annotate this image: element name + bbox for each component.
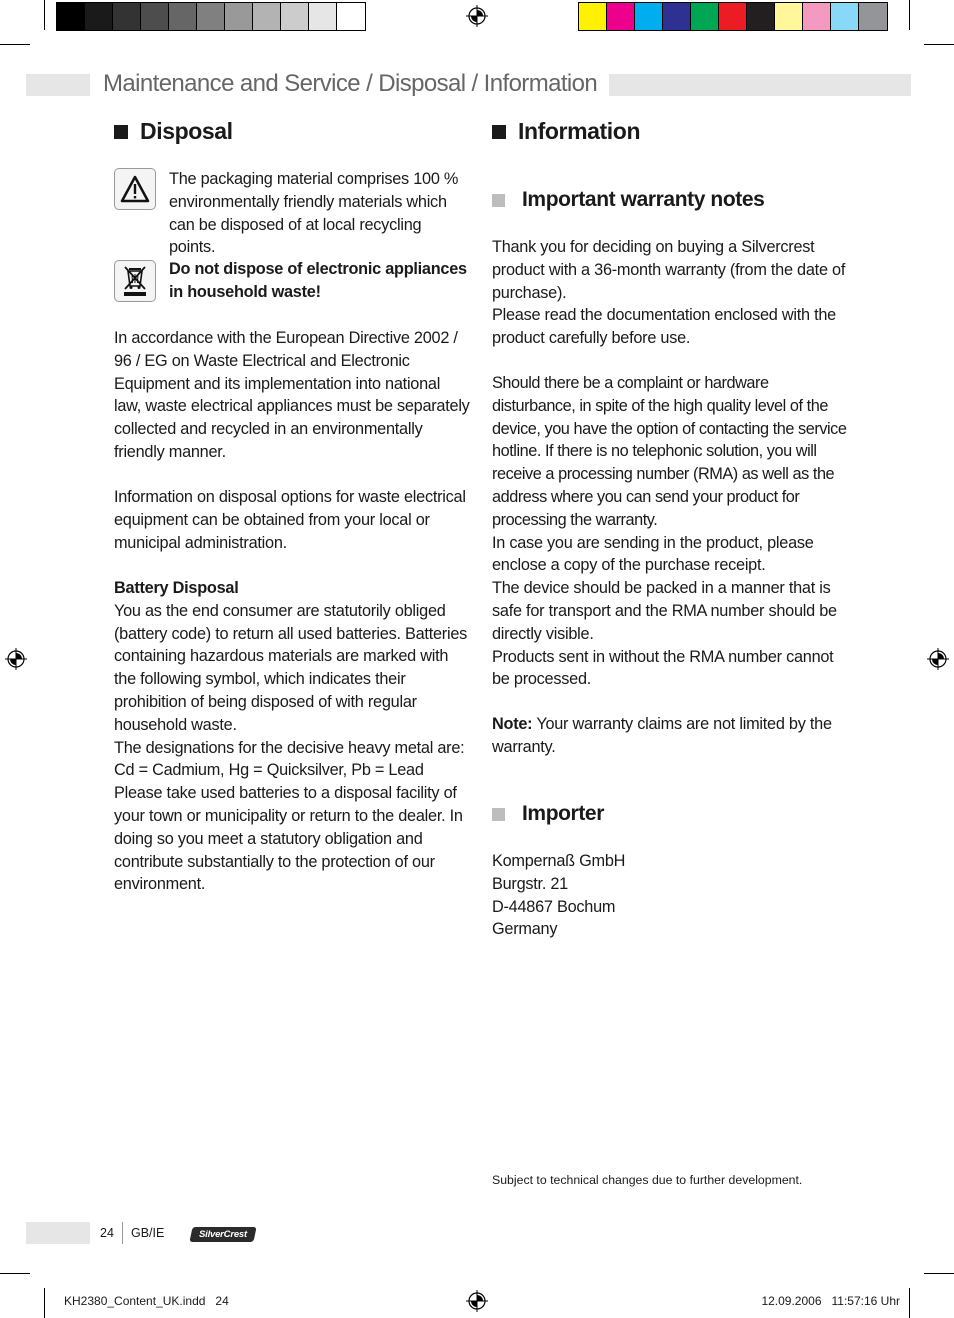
importer-heading-text: Importer [522, 802, 604, 825]
warranty-heading-text: Important warranty notes [522, 188, 765, 211]
crop-mark [44, 0, 45, 30]
warranty-paragraph: Thank you for deciding on buying a Silvercrest product with a 36-month warranty (from the date of purchase). [492, 238, 846, 302]
header-band-left [26, 74, 90, 96]
color-swatch [607, 3, 635, 30]
warning-triangle-icon [114, 168, 156, 210]
color-swatch [579, 3, 607, 30]
registration-mark-icon [927, 648, 949, 670]
crop-mark [909, 0, 910, 30]
color-swatch [197, 3, 225, 30]
information-heading-text: Information [518, 118, 641, 144]
color-swatch [225, 3, 253, 30]
color-swatch [691, 3, 719, 30]
subheading-bullet-icon [492, 808, 505, 821]
disposal-info-text: Information on disposal options for waste electrical equipment can be obtained from your local or municipal administration. [114, 488, 466, 552]
color-swatch [141, 3, 169, 30]
subheading-bullet-icon [492, 194, 505, 207]
region-code: GB/IE [131, 1226, 165, 1240]
crop-mark [0, 1273, 30, 1274]
address-line: Kompernaß GmbH [492, 852, 626, 870]
directive-text: In accordance with the European Directive 2002 / 96 / EG on Waste Electrical and Electronic Equipment and its implementation into national law, waste electrical appliances must be separately collected and recycled in an environmentally friendly manner. [114, 329, 470, 461]
slug-timestamp: 12.09.2006 11:57:16 Uhr [761, 1294, 900, 1308]
color-swatch [747, 3, 775, 30]
heading-bullet-icon [114, 125, 128, 139]
battery-text: You as the end consumer are statutorily obliged (battery code) to return all used batteries. Batteries containing hazardous materials are marked with the following symbol, which indicates their prohibition of being disposed of with regular household waste. [114, 601, 468, 734]
address-line: D-44867 Bochum [492, 897, 616, 916]
registration-mark-icon [5, 648, 27, 670]
battery-return-text: Please take used batteries to a disposal facility of your town or municipality or return to the dealer. In doing so you meet a statutory obligation and contribute substantially to the protection of our environment. [114, 784, 463, 894]
crop-mark [924, 1273, 954, 1274]
color-swatch [803, 3, 831, 30]
information-heading [492, 118, 640, 145]
heavy-metals-intro: The designations for the decisive heavy metal are: [114, 738, 465, 757]
crop-mark [924, 44, 954, 45]
registration-mark-icon [466, 1290, 488, 1312]
footer-band [26, 1222, 90, 1244]
importer-heading [492, 802, 604, 826]
battery-heading: Battery Disposal [114, 579, 239, 597]
color-swatch [719, 3, 747, 30]
address-line: Burgstr. 21 [492, 874, 568, 893]
complaint-section [492, 372, 847, 691]
warranty-paragraph: Please read the documentation enclosed with the product carefully before use. [492, 306, 836, 348]
brand-text: SilverCrest [199, 1229, 247, 1240]
color-swatch [635, 3, 663, 30]
address-line: Germany [492, 920, 558, 939]
color-swatch [253, 3, 281, 30]
complaint-paragraph: The device should be packed in a manner that is safe for transport and the RMA number should be directly visible. [492, 579, 837, 643]
importer-address [492, 850, 847, 941]
page-title: Maintenance and Service / Disposal / Information [103, 70, 609, 98]
electronic-waste-warning: Do not dispose of electronic appliances in household waste! [169, 260, 467, 301]
footer-divider [122, 1222, 123, 1244]
slug-filename: KH2380_Content_UK.indd 24 [64, 1294, 229, 1308]
color-swatch [113, 3, 141, 30]
complaint-paragraph: In case you are sending in the product, please enclose a copy of the purchase receipt. [492, 533, 814, 575]
disposal-heading [114, 118, 233, 145]
warranty-intro [492, 236, 847, 350]
color-swatch [775, 3, 803, 30]
heavy-metals-list: Cd = Cadmium, Hg = Quicksilver, Pb = Lead [114, 761, 424, 780]
crop-mark [44, 1288, 45, 1318]
color-swatch [85, 3, 113, 30]
disposal-heading-text: Disposal [140, 118, 233, 144]
packaging-text: The packaging material comprises 100 % environmentally friendly materials which can be disposed of at local recycling points. [169, 170, 459, 257]
grayscale-color-bar [56, 2, 366, 31]
crop-mark [0, 44, 30, 45]
heading-bullet-icon [492, 125, 506, 139]
disclaimer-text: Subject to technical changes due to further development. [492, 1173, 803, 1187]
color-swatch [309, 3, 337, 30]
registration-mark-icon [466, 5, 488, 27]
color-swatch [281, 3, 309, 30]
color-swatch [663, 3, 691, 30]
complaint-paragraph: Should there be a complaint or hardware disturbance, in spite of the high quality level of the device, you have the option of contacting the service hotline. If there is no telephonic solution, you will receive a processing number (RMA) as well as the address where you can send your product for processing the warranty. [492, 374, 847, 529]
silvercrest-logo [189, 1227, 256, 1242]
color-swatch [831, 3, 859, 30]
page-number: 24 [100, 1226, 114, 1240]
note-text: Your warranty claims are not limited by the warranty. [492, 715, 832, 756]
color-swatch [57, 3, 85, 30]
warranty-heading [492, 188, 764, 212]
color-swatch [337, 3, 365, 30]
crossed-bin-icon [114, 260, 156, 302]
color-swatch [859, 3, 887, 30]
note-label: Note: [492, 715, 533, 733]
complaint-paragraph: Products sent in without the RMA number cannot be processed. [492, 647, 834, 689]
color-swatch [169, 3, 197, 30]
battery-section [114, 577, 470, 896]
process-color-bar [578, 2, 888, 31]
crop-mark [909, 1288, 910, 1318]
warranty-note [492, 713, 847, 759]
